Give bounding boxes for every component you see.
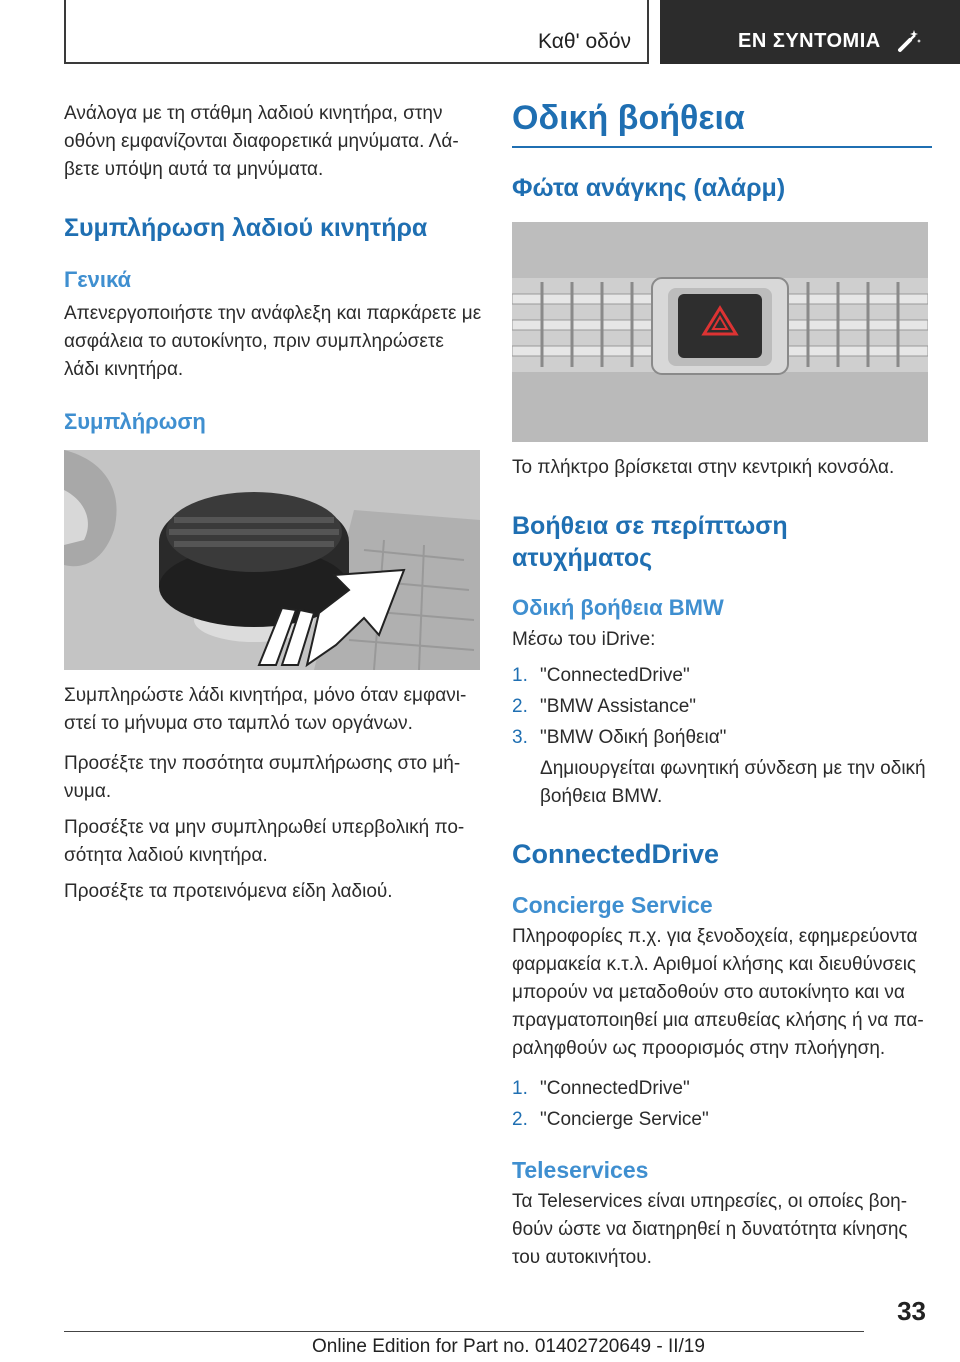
hazard-button-illustration <box>512 222 928 442</box>
list-item: 3. "BMW Οδική βοήθεια" <box>512 727 727 748</box>
heading-general: Γενικά <box>64 267 132 292</box>
heading-bmw-road-assistance: Οδική βοήθεια BMW <box>512 595 724 620</box>
intro-paragraph: Ανάλογα με τη στάθμη λαδιού κινητήρα, στην οθόνη εμφανίζονται διαφορετικά μηνύματα. Λά-βετε υπόψη αυτά τα μηνύματα. <box>64 103 459 180</box>
heading-connecteddrive: ConnectedDrive <box>512 839 720 869</box>
wrench-sparkle-icon <box>896 28 922 54</box>
right-column <box>512 96 932 1272</box>
teleservices-paragraph: Τα Teleservices είναι υπηρεσίες, οι οποίες βοη-θούν ώστε να διατηρηθεί η δυνατότητα κίνησης του αυτοκινήτου. <box>512 1191 908 1268</box>
concierge-paragraph: Πληροφορίες π.χ. για ξενοδοχεία, εφημερεύοντα φαρμακεία κ.τ.λ. Αριθμοί κλήσης και διευθύνσεις μπορούν να μεταδοθούν στο αυτοκίνητο και να πραγματοποιηθεί μια απευθείας κλήσης ή να πα-ραληφθούν ως προορισμός στην πλοήγηση. <box>512 926 924 1059</box>
section-tab-label: ΕΝ ΣΥΝΤΟΜΙΑ <box>738 30 881 52</box>
filling-paragraph-3: Προσέξτε να μην συμπληρωθεί υπερβολική πο-σότητα λαδιού κινητήρα. <box>64 817 465 866</box>
section-tab-label: Καθ' οδόν <box>538 30 631 53</box>
heading-road-assistance-block <box>512 96 932 148</box>
heading-filling: Συμπλήρωση <box>64 409 206 434</box>
general-paragraph: Απενεργοποιήστε την ανάφλεξη και παρκάρετε με ασφάλεια το αυτοκίνητο, πριν συμπληρώσετε λάδι κινητήρα. <box>64 303 482 380</box>
road-assistance-steps <box>512 662 932 752</box>
filling-paragraph-4: Προσέξτε τα προτεινόμενα είδη λαδιού. <box>64 881 393 902</box>
step3-description: Δημιουργείται φωνητική σύνδεση με την οδική βοήθεια BMW. <box>540 758 926 807</box>
heading-concierge-service: Concierge Service <box>512 892 713 918</box>
footer-divider <box>64 1331 864 1332</box>
edition-footer: Online Edition for Part no. 01402720649 - II/19 <box>312 1336 705 1357</box>
list-item: 2. "Concierge Service" <box>512 1109 709 1130</box>
page-number: 33 <box>897 1296 926 1326</box>
filling-paragraph-1: Συμπληρώστε λάδι κινητήρα, μόνο όταν εμφανι-στεί το μήνυμα στο ταμπλό των οργάνων. <box>64 685 467 734</box>
hazard-caption: Το πλήκτρο βρίσκεται στην κεντρική κονσόλα. <box>512 457 895 478</box>
list-item: 2. "BMW Assistance" <box>512 696 697 717</box>
via-idrive: Μέσω του iDrive: <box>512 629 656 650</box>
heading-road-assistance: Οδική βοήθεια <box>512 99 745 137</box>
left-column <box>64 96 484 906</box>
list-item: 1. "ConnectedDrive" <box>512 1078 690 1099</box>
heading-hazard-lights: Φώτα ανάγκης (αλάρμ) <box>512 174 786 202</box>
filling-paragraph-2: Προσέξτε την ποσότητα συμπλήρωσης στο μή-νυμα. <box>64 753 461 802</box>
concierge-steps <box>512 1075 932 1134</box>
heading-teleservices: Teleservices <box>512 1157 649 1183</box>
heading-accident-assistance: Βοήθεια σε περίπτωση ατυχήματος <box>512 512 788 572</box>
section-tab-on-the-road[interactable] <box>64 0 649 64</box>
heading-refill-oil: Συμπλήρωση λαδιού κινητήρα <box>64 214 428 242</box>
list-item: 1. "ConnectedDrive" <box>512 665 690 686</box>
oil-cap-illustration <box>64 450 480 670</box>
